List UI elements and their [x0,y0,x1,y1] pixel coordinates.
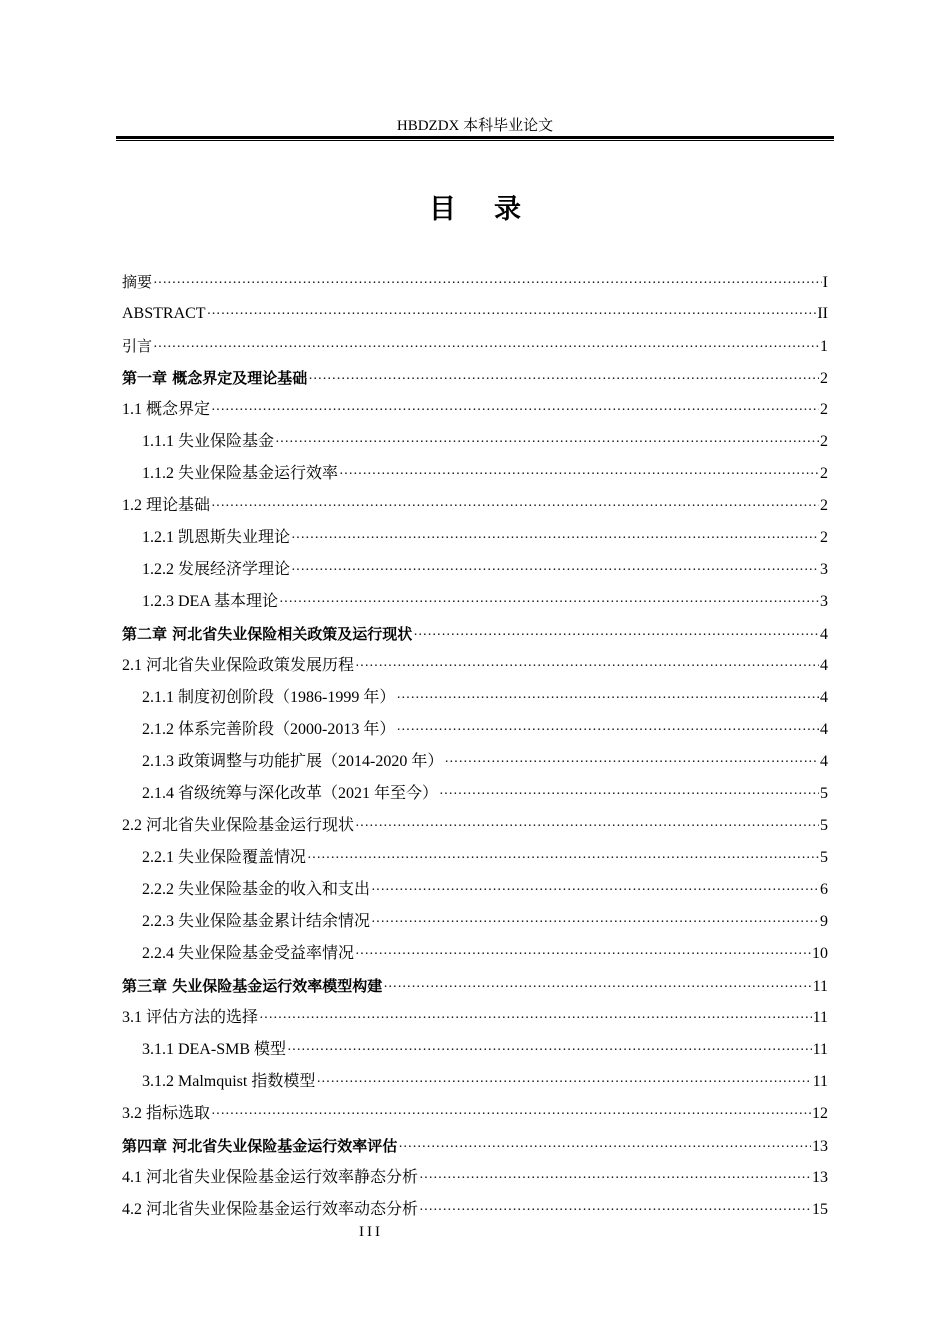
toc-entry-section[interactable] [122,650,828,682]
toc-entry-label: 2.2.4 失业保险基金受益率情况 [142,945,355,962]
toc-entry-label: 2.1.2 体系完善阶段（2000-2013 年） [142,721,396,738]
toc-leader-dots [275,427,819,459]
toc-entry-section[interactable] [122,1002,828,1034]
toc-entry-page: 4 [820,657,828,674]
toc-leader-dots [413,620,819,652]
toc-entry-page: 4 [820,721,828,738]
toc-entry-chapter-4[interactable] [122,1130,828,1162]
toc-entry-label: 第四章 河北省失业保险基金运行效率评估 [122,1137,398,1155]
toc-entry-page: 2 [820,370,828,387]
toc-entry-label: 2.1.1 制度初创阶段（1986-1999 年） [142,689,396,706]
toc-entry-label: 引言 [122,337,153,355]
toc-entry-page: I [822,274,828,291]
toc-entry-label: 2.1.3 政策调整与功能扩展（2014-2020 年） [142,753,444,770]
toc-leader-dots [396,715,819,747]
toc-leader-dots [398,1132,811,1164]
toc-entry-subsection[interactable] [122,426,828,458]
toc-entry-page: 9 [820,913,828,930]
toc-entry-label: 2.2.3 失业保险基金累计结余情况 [142,913,371,930]
toc-entry-page: 5 [820,785,828,802]
toc-entry-page: 4 [820,689,828,706]
toc-title-char-2: 录 [494,194,521,225]
toc-leader-dots [291,523,819,555]
toc-entry-chapter-3[interactable] [122,970,828,1002]
toc-entry-label: 3.2 指标选取 [122,1105,211,1122]
toc-entry-subsection[interactable] [122,906,828,938]
toc-entry-label: 摘要 [122,273,153,291]
toc-entry-introduction[interactable] [122,330,828,362]
toc-entry-label: 1.2.3 DEA 基本理论 [142,593,279,610]
toc-entry-label: 2.2.1 失业保险覆盖情况 [142,849,307,866]
toc-entry-page: 11 [812,1009,828,1026]
toc-entry-abstract-en[interactable] [122,298,828,330]
toc-leader-dots [211,395,819,427]
toc-entry-label: 1.1.1 失业保险基金 [142,433,275,450]
toc-entry-section[interactable] [122,1162,828,1194]
toc-leader-dots [396,683,819,715]
toc-entry-page: 11 [812,1073,828,1090]
toc-entry-subsection[interactable] [122,554,828,586]
toc-leader-dots [207,299,817,331]
toc-entry-subsection[interactable] [122,842,828,874]
toc-entry-subsection[interactable] [122,458,828,490]
toc-entry-label: 2.1 河北省失业保险政策发展历程 [122,657,355,674]
toc-leader-dots [153,332,819,364]
toc-entry-page: 2 [820,433,828,450]
toc-entry-label: 1.1 概念界定 [122,401,211,418]
toc-leader-dots [153,268,822,300]
toc-entry-label: ABSTRACT [122,305,206,322]
toc-leader-dots [371,875,819,907]
toc-entry-page: 5 [820,817,828,834]
toc-entry-page: 12 [812,1105,828,1122]
toc-leader-dots [419,1163,811,1195]
toc-entry-label: 1.2.1 凯恩斯失业理论 [142,529,291,546]
toc-entry-subsection[interactable] [122,522,828,554]
toc-entry-page: 2 [820,497,828,514]
header-rule-thin [116,140,834,141]
toc-entry-subsection[interactable] [122,714,828,746]
toc-leader-dots [355,811,819,843]
toc-entry-label: 4.1 河北省失业保险基金运行效率静态分析 [122,1169,419,1186]
toc-leader-dots [211,1099,811,1131]
toc-entry-section[interactable] [122,394,828,426]
toc-leader-dots [355,939,811,971]
toc-entry-label: 1.2 理论基础 [122,497,211,514]
toc-leader-dots [371,907,819,939]
toc-leader-dots [419,1195,811,1227]
toc-entry-subsection[interactable] [122,746,828,778]
toc-entry-subsection[interactable] [122,938,828,970]
toc-entry-page: 11 [812,978,828,995]
toc-entry-chapter-1[interactable] [122,362,828,394]
toc-title [0,192,950,228]
page-number: III [359,1224,383,1240]
toc-leader-dots [259,1003,812,1035]
toc-entry-section[interactable] [122,490,828,522]
toc-entry-chapter-2[interactable] [122,618,828,650]
toc-leader-dots [339,459,819,491]
toc-entry-label: 2.2 河北省失业保险基金运行现状 [122,817,355,834]
toc-entry-page: 15 [812,1201,828,1218]
toc-leader-dots [287,1035,812,1067]
toc-entry-page: 11 [812,1041,828,1058]
toc-title-char-1: 目 [429,194,456,225]
toc-entry-subsection[interactable] [122,682,828,714]
table-of-contents [122,266,828,1226]
toc-entry-label: 3.1.1 DEA-SMB 模型 [142,1041,287,1058]
toc-leader-dots [383,972,811,1004]
toc-entry-label: 第二章 河北省失业保险相关政策及运行现状 [122,625,413,643]
toc-entry-page: 3 [820,593,828,610]
toc-entry-page: 4 [820,753,828,770]
toc-entry-label: 4.2 河北省失业保险基金运行效率动态分析 [122,1201,419,1218]
toc-leader-dots [279,587,819,619]
toc-entry-page: II [817,305,828,322]
toc-entry-page: 10 [812,945,828,962]
toc-entry-subsection[interactable] [122,874,828,906]
toc-entry-label: 1.1.2 失业保险基金运行效率 [142,465,339,482]
toc-entry-label: 1.2.2 发展经济学理论 [142,561,291,578]
toc-entry-section[interactable] [122,1194,828,1226]
toc-entry-label: 3.1.2 Malmquist 指数模型 [142,1073,316,1090]
toc-entry-subsection[interactable] [122,1066,828,1098]
toc-entry-page: 5 [820,849,828,866]
running-header: HBDZDX 本科毕业论文 [396,118,554,134]
toc-entry-page: 13 [812,1169,828,1186]
toc-entry-page: 2 [820,401,828,418]
toc-leader-dots [291,555,819,587]
toc-entry-page: 2 [820,529,828,546]
toc-entry-subsection[interactable] [122,586,828,618]
toc-entry-label: 2.1.4 省级统筹与深化改革（2021 年至今） [142,785,439,802]
toc-leader-dots [211,491,819,523]
toc-leader-dots [307,843,819,875]
toc-entry-section[interactable] [122,810,828,842]
toc-leader-dots [316,1067,811,1099]
toc-entry-section[interactable] [122,1098,828,1130]
toc-entry-label: 3.1 评估方法的选择 [122,1009,259,1026]
toc-leader-dots [355,651,819,683]
toc-entry-abstract-cn[interactable] [122,266,828,298]
toc-leader-dots [308,364,819,396]
toc-entry-subsection[interactable] [122,778,828,810]
toc-entry-subsection[interactable] [122,1034,828,1066]
toc-entry-label: 第一章 概念界定及理论基础 [122,369,308,387]
toc-entry-page: 3 [820,561,828,578]
toc-entry-page: 6 [820,881,828,898]
header-rule [116,136,834,139]
toc-entry-label: 第三章 失业保险基金运行效率模型构建 [122,977,383,995]
toc-entry-page: 4 [820,626,828,643]
toc-leader-dots [439,779,819,811]
toc-entry-label: 2.2.2 失业保险基金的收入和支出 [142,881,371,898]
toc-entry-page: 13 [812,1138,828,1155]
toc-entry-page: 1 [820,338,828,355]
toc-leader-dots [444,747,819,779]
toc-entry-page: 2 [820,465,828,482]
